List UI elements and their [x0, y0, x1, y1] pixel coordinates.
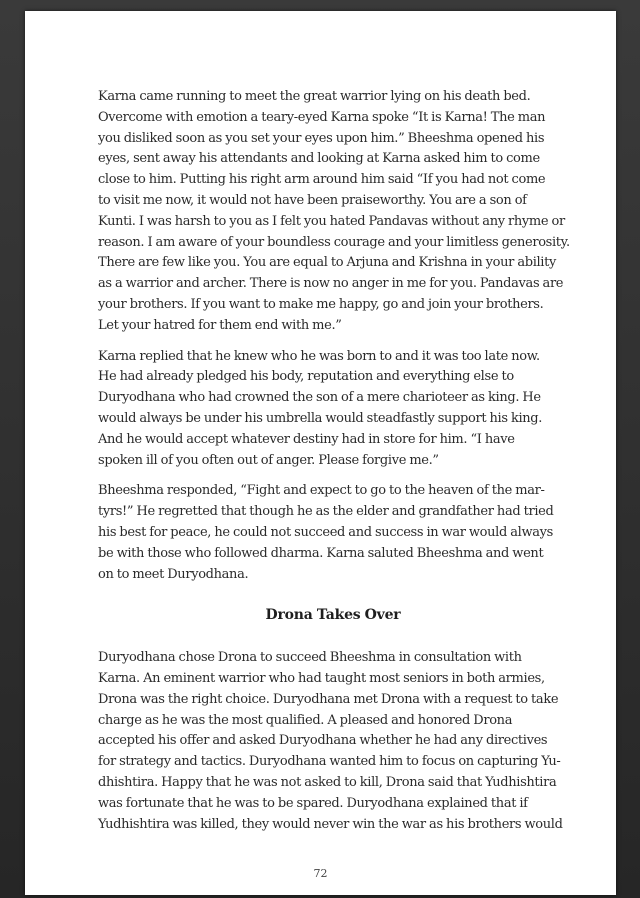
- text-line: Let your hatred for them end with me.”: [98, 317, 342, 333]
- text-line: spoken ill of you often out of anger. Please forgive me.”: [98, 452, 439, 468]
- text-line: Duryodhana who had crowned the son of a mere charioteer as king. He: [98, 390, 541, 406]
- page-body: [98, 87, 568, 845]
- text-line: you disliked soon as you set your eyes upon him.” Bheeshma opened his: [98, 130, 545, 146]
- paragraph-karna-visits: [98, 87, 568, 337]
- text-line: for strategy and tactics. Duryodhana wanted him to focus on capturing Yu-: [98, 754, 561, 770]
- text-line: be with those who followed dharma. Karna saluted Bheeshma and went: [98, 545, 544, 561]
- text-line: Kunti. I was harsh to you as I felt you hated Pandavas without any rhyme or: [98, 213, 565, 229]
- text-line: his best for peace, he could not succeed and success in war would always: [98, 524, 553, 540]
- section-heading: Drona Takes Over: [265, 607, 401, 624]
- text-line: your brothers. If you want to make me happy, go and join your brothers.: [98, 296, 544, 312]
- text-line: eyes, sent away his attendants and looking at Karna asked him to come: [98, 151, 540, 167]
- text-line: Drona was the right choice. Duryodhana met Drona with a request to take: [98, 691, 559, 707]
- text-line: dhishtira. Happy that he was not asked to kill, Drona said that Yudhishtira: [98, 774, 557, 790]
- text-line: to visit me now, it would not have been praiseworthy. You are a son of: [98, 192, 527, 208]
- paragraph-drona-chosen: [98, 648, 568, 835]
- text-line: He had already pledged his body, reputation and everything else to: [98, 369, 514, 385]
- text-line: close to him. Putting his right arm around him said “If you had not come: [98, 172, 546, 188]
- text-line: Yudhishtira was killed, they would never win the war as his brothers would: [98, 816, 563, 832]
- text-line: Karna replied that he knew who he was born to and it was too late now.: [98, 348, 540, 364]
- page-number: 72: [313, 867, 328, 880]
- text-line: was fortunate that he was to be spared. Duryodhana explained that if: [98, 795, 528, 811]
- text-line: charge as he was the most qualified. A pleased and honored Drona: [98, 712, 513, 728]
- text-line: And he would accept whatever destiny had in store for him. “I have: [98, 431, 515, 447]
- text-line: Bheeshma responded, “Fight and expect to go to the heaven of the mar-: [98, 483, 545, 499]
- text-line: accepted his offer and asked Duryodhana whether he had any directives: [98, 733, 548, 749]
- text-line: would always be under his umbrella would steadfastly support his king.: [98, 410, 543, 426]
- document-page: [25, 11, 616, 895]
- paragraph-bheeshma-responds: [98, 481, 568, 585]
- text-line: Karna. An eminent warrior who had taught most seniors in both armies,: [98, 670, 545, 686]
- paragraph-karna-replies: [98, 347, 568, 472]
- text-line: Duryodhana chose Drona to succeed Bheeshma in consultation with: [98, 650, 522, 666]
- text-line: as a warrior and archer. There is now no anger in me for you. Pandavas are: [98, 276, 564, 292]
- text-line: on to meet Duryodhana.: [98, 566, 249, 582]
- text-line: Overcome with emotion a teary-eyed Karna spoke “It is Karna! The man: [98, 109, 546, 125]
- text-line: tyrs!” He regretted that though he as the elder and grandfather had tried: [98, 504, 554, 520]
- text-line: Karna came running to meet the great warrior lying on his death bed.: [98, 89, 531, 104]
- text-line: There are few like you. You are equal to Arjuna and Krishna in your ability: [98, 255, 556, 271]
- text-line: reason. I am aware of your boundless courage and your limitless generosity.: [98, 234, 570, 250]
